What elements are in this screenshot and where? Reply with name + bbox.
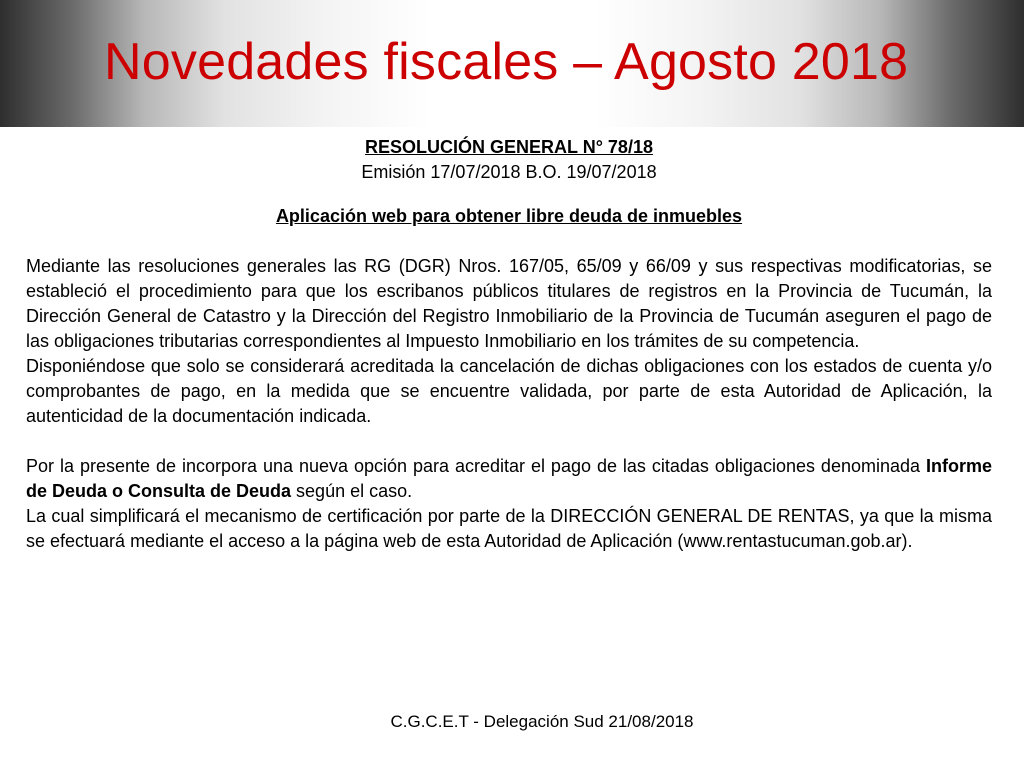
paragraph-1: Mediante las resoluciones generales las RG (DGR) Nros. 167/05, 65/09 y 66/09 y sus respectivas modificatorias, se estableció el procedimiento para que los escribanos públicos titulares de registros en la Provincia de Tucumán, la Dirección General de Catastro y la Dirección del Registro Inmobiliario de la Provincia de Tucumán aseguren el pago de las obligaciones tributarias correspondientes al Impuesto Inmobiliario en los trámites de su competencia. [26,256,992,351]
resolution-title: RESOLUCIÓN GENERAL N° 78/18 [365,137,653,157]
paragraph-3-text-start: Por la presente de incorpora una nueva opción para acreditar el pago de las citadas obligaciones denominada [26,456,926,476]
subtitle-heading: Aplicación web para obtener libre deuda de inmuebles [275,206,743,226]
emission-date: Emisión 17/07/2018 B.O. 19/07/2018 [361,162,657,182]
footer: C.G.C.E.T - Delegación Sud 21/08/2018 [390,712,694,731]
paragraph-3-text-end: según el caso. [291,481,413,501]
content-area [26,135,992,554]
paragraph-3 [26,454,992,504]
paragraph-2: Disponiéndose que solo se considerará acreditada la cancelación de dichas obligaciones con los estados de cuenta y/o comprobantes de pago, en la medida que se encuentre validada, por parte de esta Autoridad de Aplicación, la autenticidad de la documentación indicada. [26,356,992,426]
slide-title: Novedades fiscales – Agosto 2018 [104,33,909,91]
paragraph-3-bold-term: Informe de Deuda o Consulta de Deuda [26,456,992,501]
spacer [26,429,992,454]
paragraph-4: La cual simplificará el mecanismo de certificación por parte de la DIRECCIÓN GENERAL DE RENTAS, ya que la misma se efectuará mediante el acceso a la página web de esta Autoridad de Aplicación (www.rentastucuman.gob.ar). [26,506,992,551]
spacer [26,185,992,204]
spacer [26,229,992,254]
